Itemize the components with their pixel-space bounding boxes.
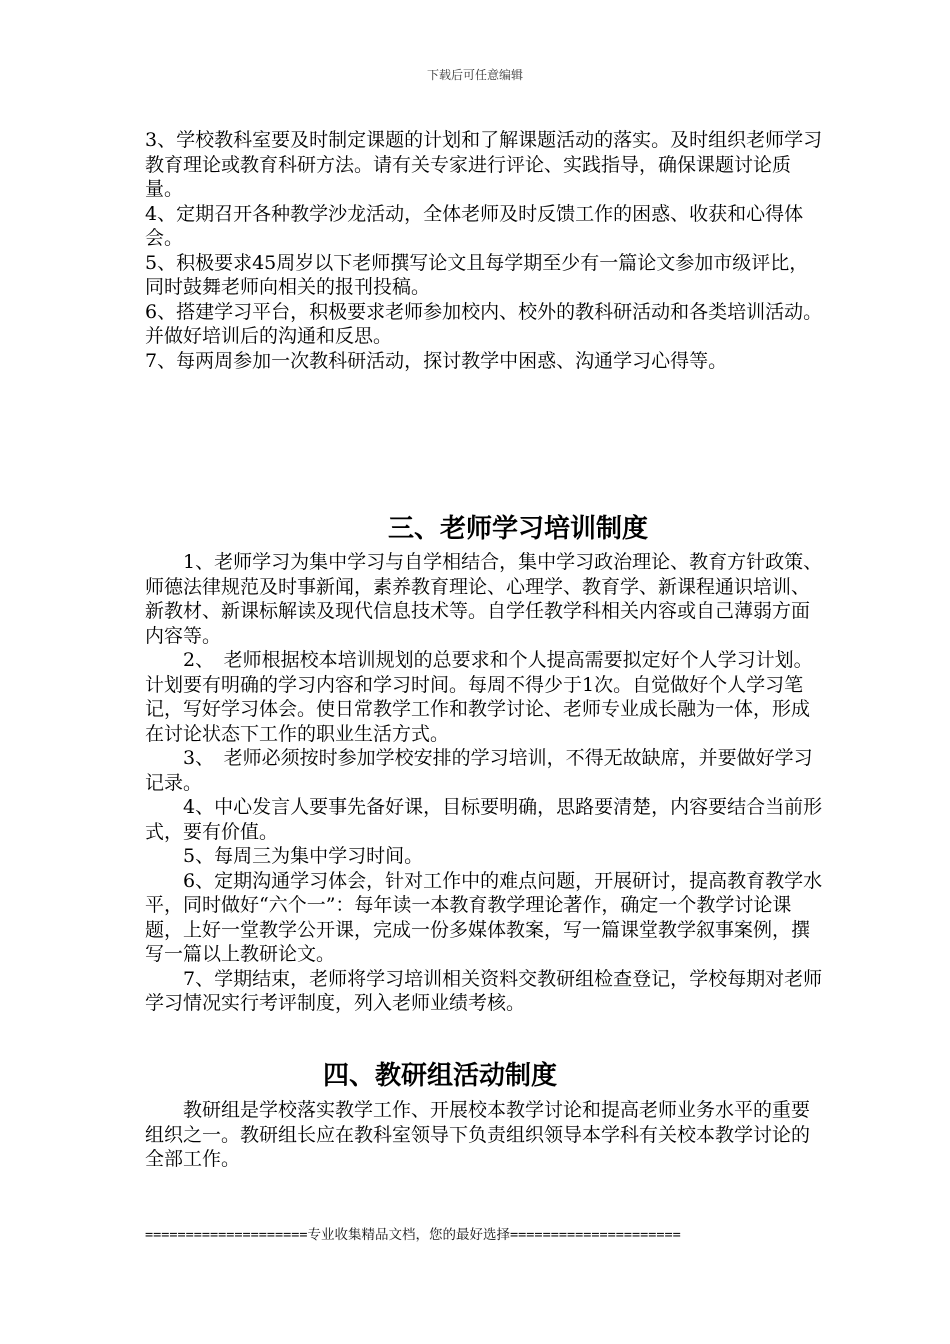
section-3-paragraph: 1、老师学习为集中学习与自学相结合，集中学习政治理论、教育方针政策、师德法律规范及时事新闻，素养教育理论、心理学、教育学、新课程通识培训、新教材、新课标解读及现代信息技术等。自学任教学科相关内容或自己薄弱方面内容等。 <box>145 551 823 647</box>
page-footer: ====================专业收集精品文档，您的最好选择===================== <box>145 1227 681 1243</box>
section-3-body <box>145 550 825 1016</box>
list-item: 7、每两周参加一次教科研活动，探讨教学中困惑、沟通学习心得等。 <box>145 349 728 372</box>
page-header: 下载后可任意编辑 <box>426 68 523 82</box>
list-item: 5、积极要求45周岁以下老师撰写论文且每学期至少有一篇论文参加市级评比，同时鼓舞老师向相关的报刊投稿。 <box>145 251 809 298</box>
section-3-paragraph: 4、中心发言人要事先备好课，目标要明确，思路要清楚，内容要结合当前形式，要有价值。 <box>145 796 823 843</box>
section-4-paragraph: 教研组是学校落实教学工作、开展校本教学讨论和提高老师业务水平的重要组织之一。教研组长应在教科室领导下负责组织领导本学科有关校本教学讨论的全部工作。 <box>145 1099 811 1170</box>
section-3-paragraph: 3、 老师必须按时参加学校安排的学习培训，不得无故缺席，并要做好学习记录。 <box>145 747 813 794</box>
list-item: 6、搭建学习平台，积极要求老师参加校内、校外的教科研活动和各类培训活动。并做好培训后的沟通和反思。 <box>145 300 823 347</box>
list-item: 4、定期召开各种教学沙龙活动，全体老师及时反馈工作的困惑、收获和心得体会。 <box>145 202 804 249</box>
section-3-paragraph: 5、每周三为集中学习时间。 <box>183 845 424 867</box>
section-3-paragraph: 7、学期结束，老师将学习培训相关资料交教研组检查登记，学校每期对老师学习情况实行考评制度，列入老师业绩考核。 <box>145 967 823 1014</box>
section-4-body <box>145 1098 825 1172</box>
section-4-title: 四、教研组活动制度 <box>322 1061 557 1091</box>
list-item: 3、学校教科室要及时制定课题的计划和了解课题活动的落实。及时组织老师学习教育理论或教育科研方法。请有关专家进行评论、实践指导，确保课题讨论质量。 <box>145 129 823 200</box>
list-top <box>145 128 825 373</box>
section-3-paragraph: 6、定期沟通学习体会，针对工作中的难点问题，开展研讨，提高教育教学水平，同时做好“六个一”：每年读一本教育教学理论著作，确定一个教学讨论课题，上好一堂教学公开课，完成一份多媒体教案，写一篇课堂教学叙事案例，撰写一篇以上教研论文。 <box>145 869 823 965</box>
section-3-title: 三、老师学习培训制度 <box>387 514 648 544</box>
section-3-paragraph: 2、 老师根据校本培训规划的总要求和个人提高需要拟定好个人学习计划。计划要有明确的学习内容和学习时间。每周不得少于1次。自觉做好个人学习笔记，写好学习体会。使日常教学工作和教学讨论、老师专业成长融为一体，形成在讨论状态下工作的职业生活方式。 <box>145 649 813 745</box>
